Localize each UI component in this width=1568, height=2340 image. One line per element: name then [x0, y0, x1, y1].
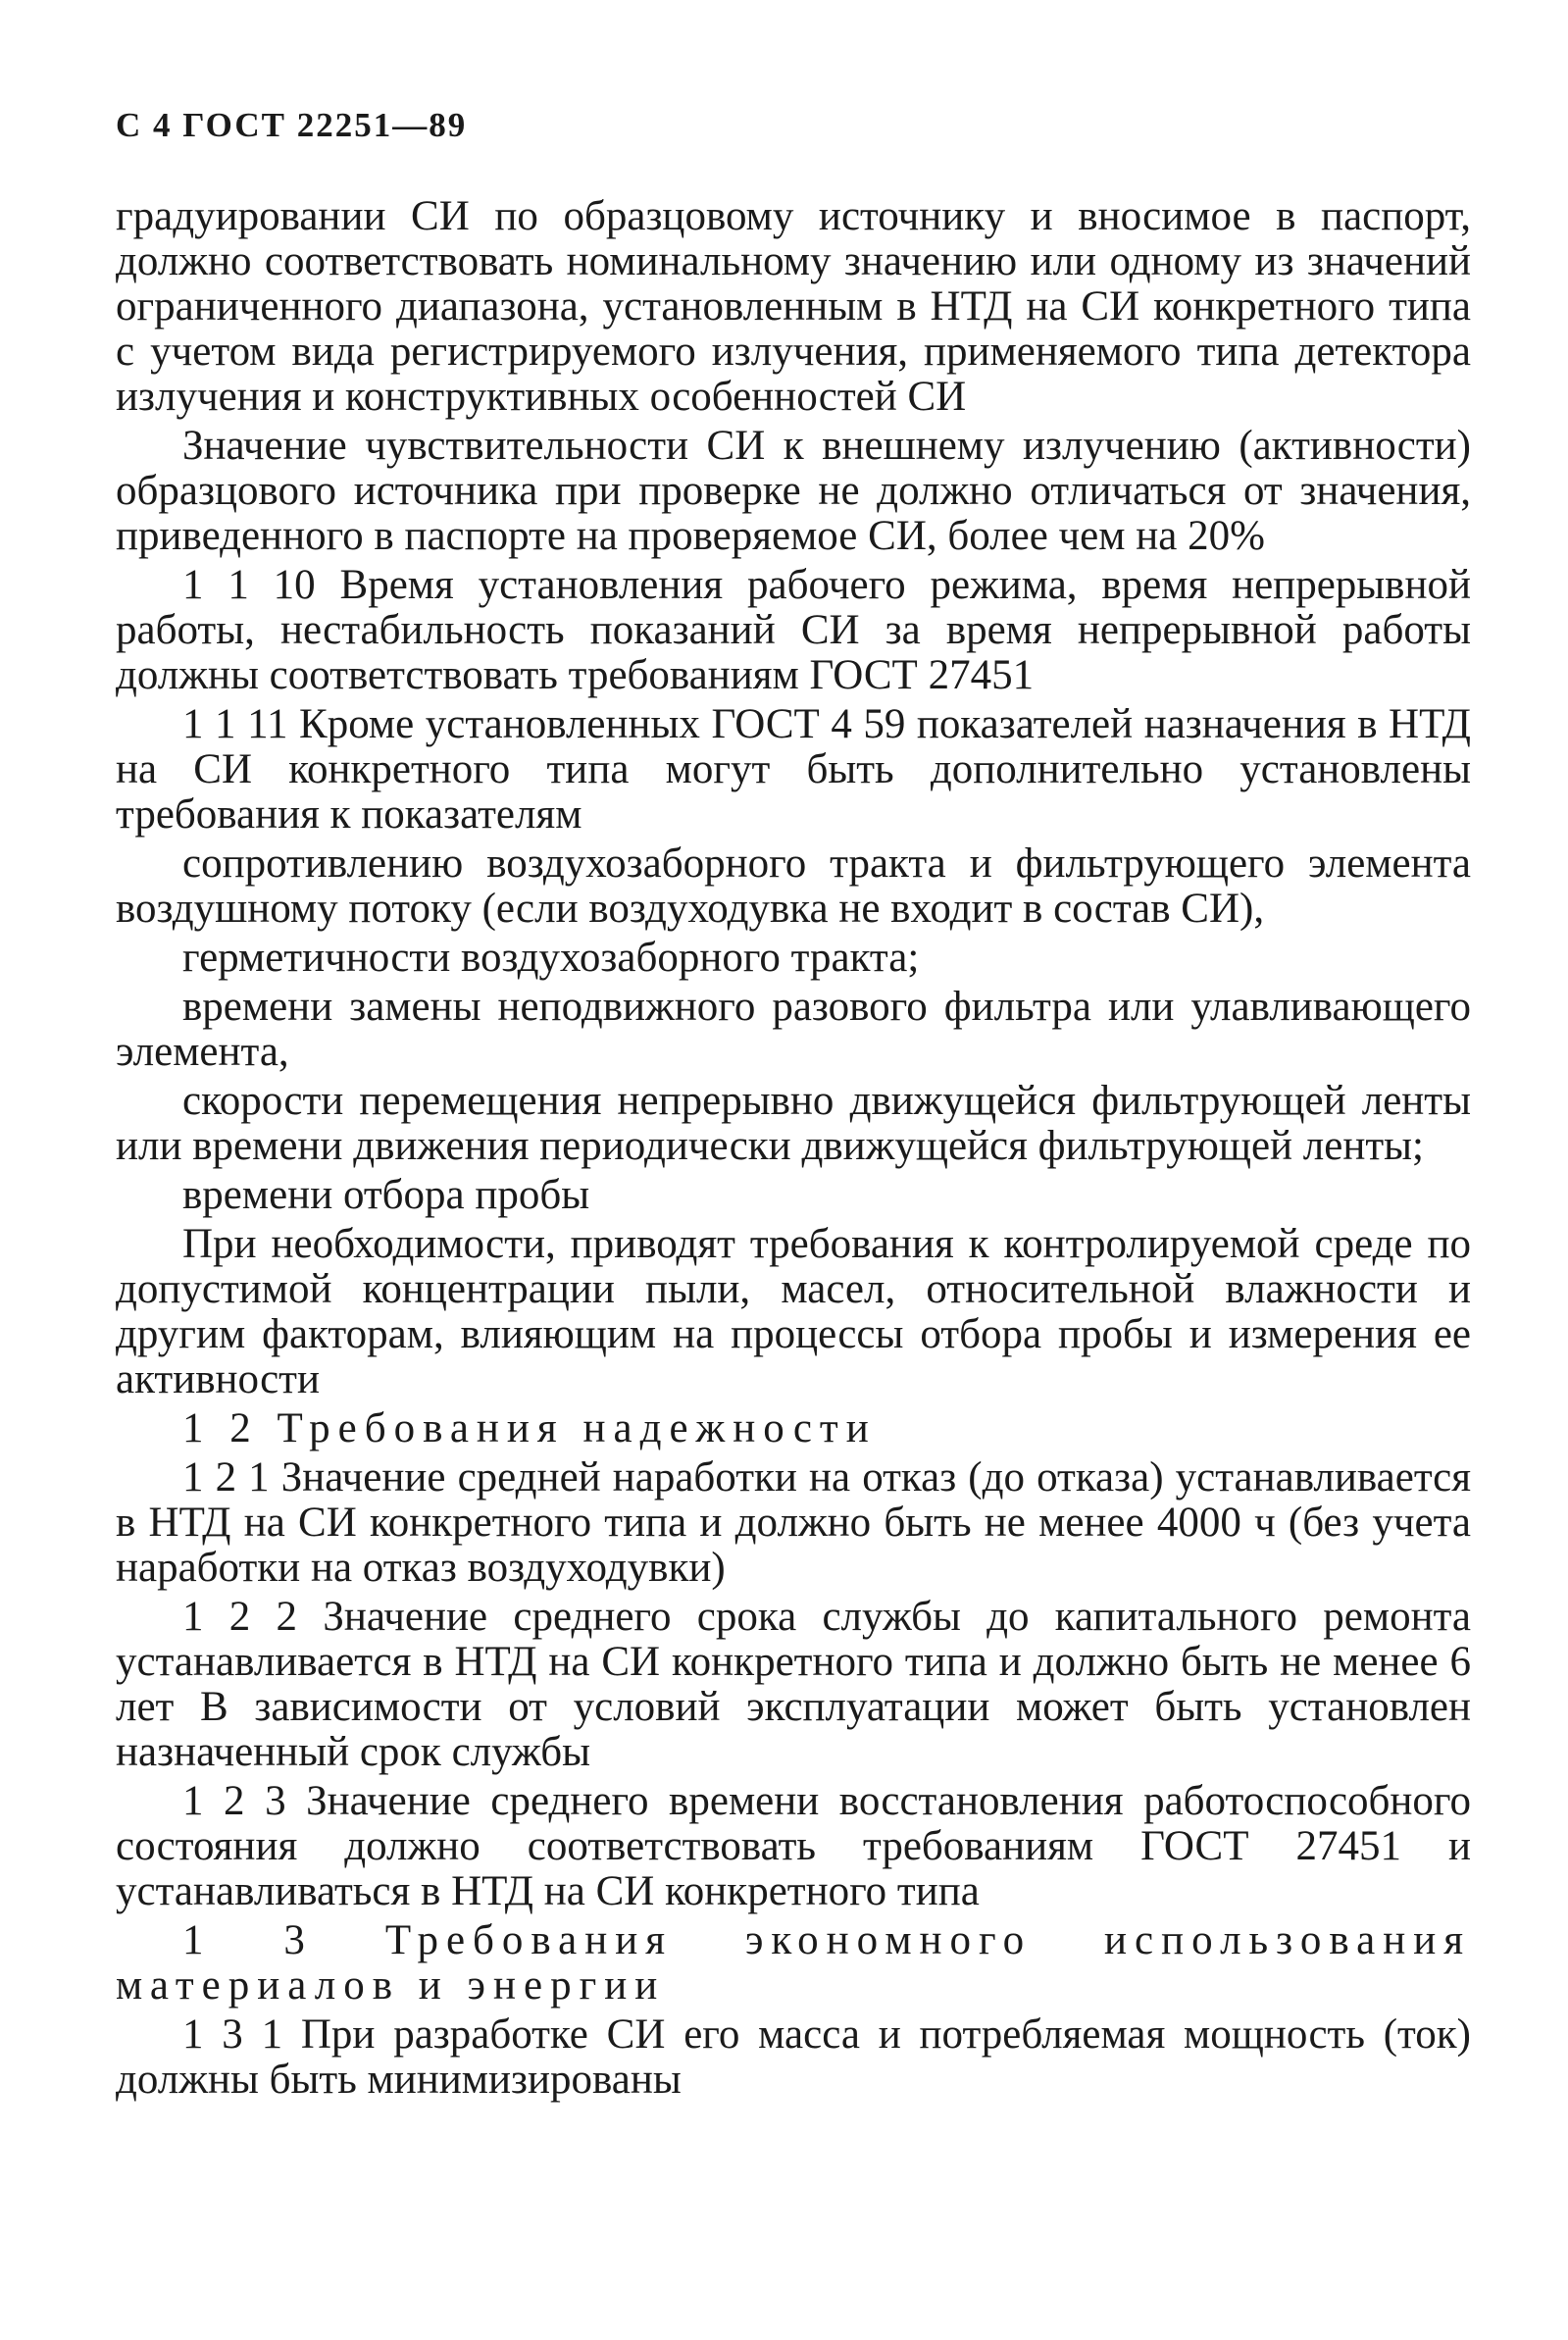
- section-heading-reliability: 1 2 Требования надежности: [182, 1405, 877, 1451]
- list-item-filter-replacement: времени замены неподвижного разового фильтра или улавливающего элемента,: [116, 984, 1471, 1075]
- list-item-sampling-time: времени отбора пробы: [182, 1172, 590, 1218]
- list-item-tightness: герметичности воздухозаборного тракта;: [182, 935, 920, 981]
- document-body: [116, 194, 1471, 2107]
- paragraph-1-1-10: 1 1 10 Время установления рабочего режима, время непрерывной работы, нестабильность показаний СИ за время непрерывной работы должны соответствовать требованиям ГОСТ 27451: [116, 562, 1471, 698]
- list-item-tape-speed: скорости перемещения непрерывно движущейся фильтрующей ленты или времени движения периодически движущейся фильтрующей ленты;: [116, 1078, 1471, 1169]
- page-header: С 4 ГОСТ 22251—89: [116, 106, 468, 144]
- paragraph-continuation: градуировании СИ по образцовому источнику и вносимое в паспорт, должно соответствовать номинальному значению или одному из значений ограниченного диапазона, установленным в НТД на СИ конкретного типа с учетом вида регистрируемого излучения, применяемого типа детектора излучения и конструктивных особенностей СИ: [116, 193, 1471, 420]
- list-item-resistance: сопротивлению воздухозаборного тракта и фильтрующего элемента воздушному потоку (если воздуходувка не входит в состав СИ),: [116, 840, 1471, 932]
- section-heading-economy: 1 3 Требования экономного использования материалов и энергии: [116, 1917, 1471, 2009]
- paragraph-1-2-1: 1 2 1 Значение средней наработки на отказ (до отказа) устанавливается в НТД на СИ конкретного типа и должно быть не менее 4000 ч (без учета наработки на отказ воздуходувки): [116, 1454, 1471, 1591]
- paragraph-environment: При необходимости, приводят требования к контролируемой среде по допустимой концентрации пыли, масел, относительной влажности и другим факторам, влияющим на процессы отбора пробы и измерения ее активности: [116, 1221, 1471, 1402]
- paragraph-1-3-1: 1 3 1 При разработке СИ его масса и потребляемая мощность (ток) должны быть минимизированы: [116, 2011, 1471, 2103]
- paragraph-sensitivity: Значение чувствительности СИ к внешнему излучению (активности) образцового источника при проверке не должно отличаться от значения, приведенного в паспорте на проверяемое СИ, более чем на 20%: [116, 423, 1471, 559]
- paragraph-1-2-2: 1 2 2 Значение среднего срока службы до капитального ремонта устанавливается в НТД на СИ конкретного типа и должно быть не менее 6 лет В зависимости от условий эксплуатации может быть установлен назначенный срок службы: [116, 1594, 1471, 1775]
- paragraph-1-1-11: 1 1 11 Кроме установленных ГОСТ 4 59 показателей назначения в НТД на СИ конкретного типа могут быть дополнительно установлены требования к показателям: [116, 701, 1471, 838]
- paragraph-1-2-3: 1 2 3 Значение среднего времени восстановления работоспособного состояния должно соответствовать требованиям ГОСТ 27451 и устанавливаться в НТД на СИ конкретного типа: [116, 1778, 1471, 1914]
